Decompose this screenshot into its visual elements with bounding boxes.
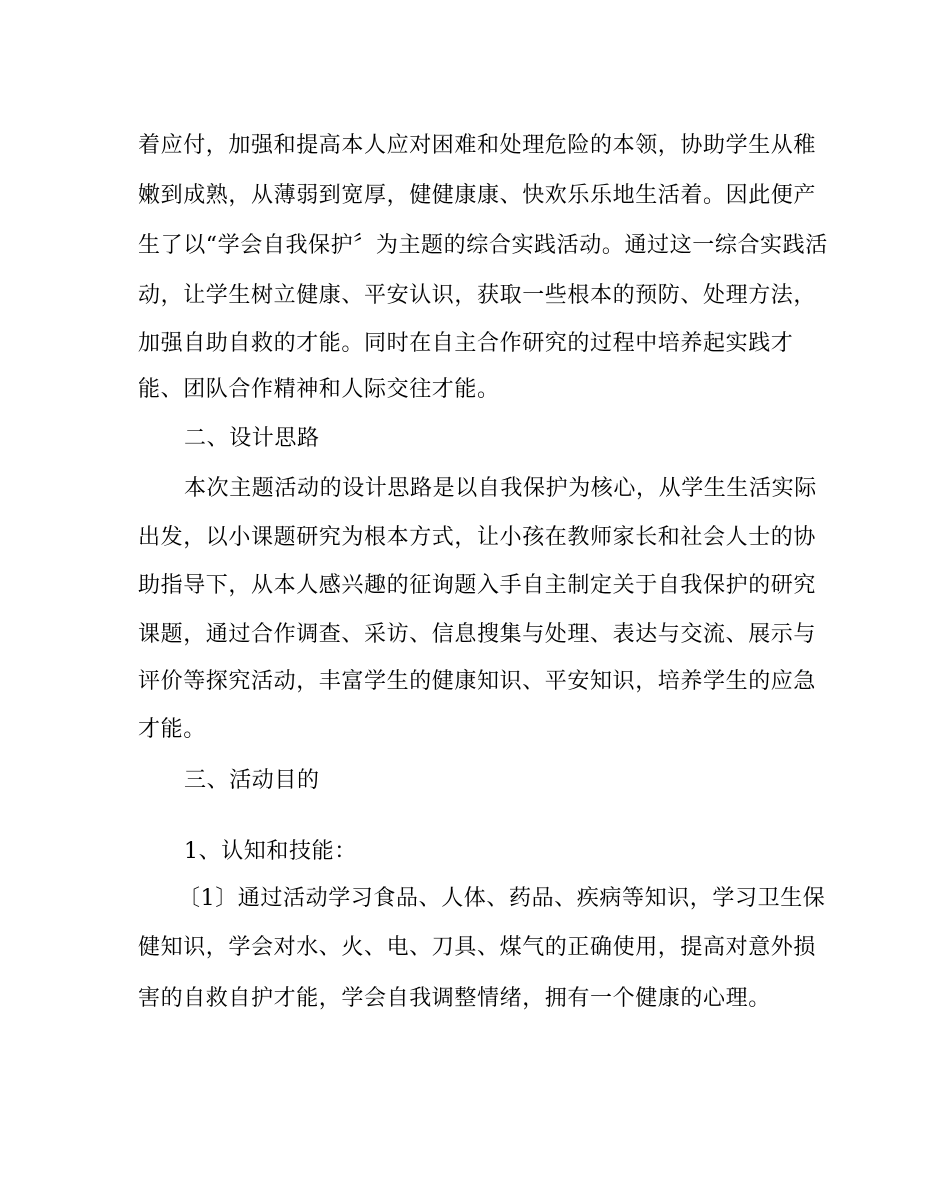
paragraph-line: 〔1〕通过活动学习食品、人体、药品、疾病等知识，学习卫生保 <box>178 886 826 911</box>
paragraph-line: 评价等探究活动，丰富学生的健康知识、平安知识，培养学生的应急 <box>138 669 817 694</box>
paragraph-line: 动，让学生树立健康、平安认识，获取一些根本的预防、处理方法， <box>138 283 817 308</box>
paragraph-line: 出发，以小课题研究为根本方式，让小孩在教师家长和社会人士的协 <box>138 525 817 550</box>
paragraph-line: 本次主题活动的设计思路是以自我保护为核心，从学生生活实际 <box>184 476 817 501</box>
paragraph-line: 才能。 <box>138 717 206 742</box>
paragraph-line: 加强自助自救的才能。同时在自主合作研究的过程中培养起实践才 <box>138 331 794 356</box>
paragraph-line: 嫩到成熟，从薄弱到宽厚，健健康康、快欢乐乐地生活着。因此便产 <box>138 183 817 208</box>
section-heading-design: 二、设计思路 <box>184 426 320 451</box>
paragraph-line: 健知识，学会对水、火、电、刀具、煤气的正确使用，提高对意外损 <box>138 935 817 960</box>
section-heading-goals: 三、活动目的 <box>184 768 320 793</box>
paragraph-line: 助指导下，从本人感兴趣的征询题入手自主制定关于自我保护的研究 <box>138 573 817 598</box>
subsection-heading-cognition: 1、认知和技能： <box>184 839 357 864</box>
paragraph-line: 生了以“学会自我保护〞为主题的综合实践活动。通过这一综合实践活 <box>138 233 828 258</box>
paragraph-line: 着应付，加强和提高本人应对困难和处理危险的本领，协助学生从稚 <box>138 133 817 158</box>
paragraph-line: 课题，通过合作调查、采访、信息搜集与处理、表达与交流、展示与 <box>138 622 817 647</box>
paragraph-line: 能、团队合作精神和人际交往才能。 <box>138 377 500 402</box>
paragraph-line: 害的自救自护才能，学会自我调整情绪，拥有一个健康的心理。 <box>138 986 771 1011</box>
